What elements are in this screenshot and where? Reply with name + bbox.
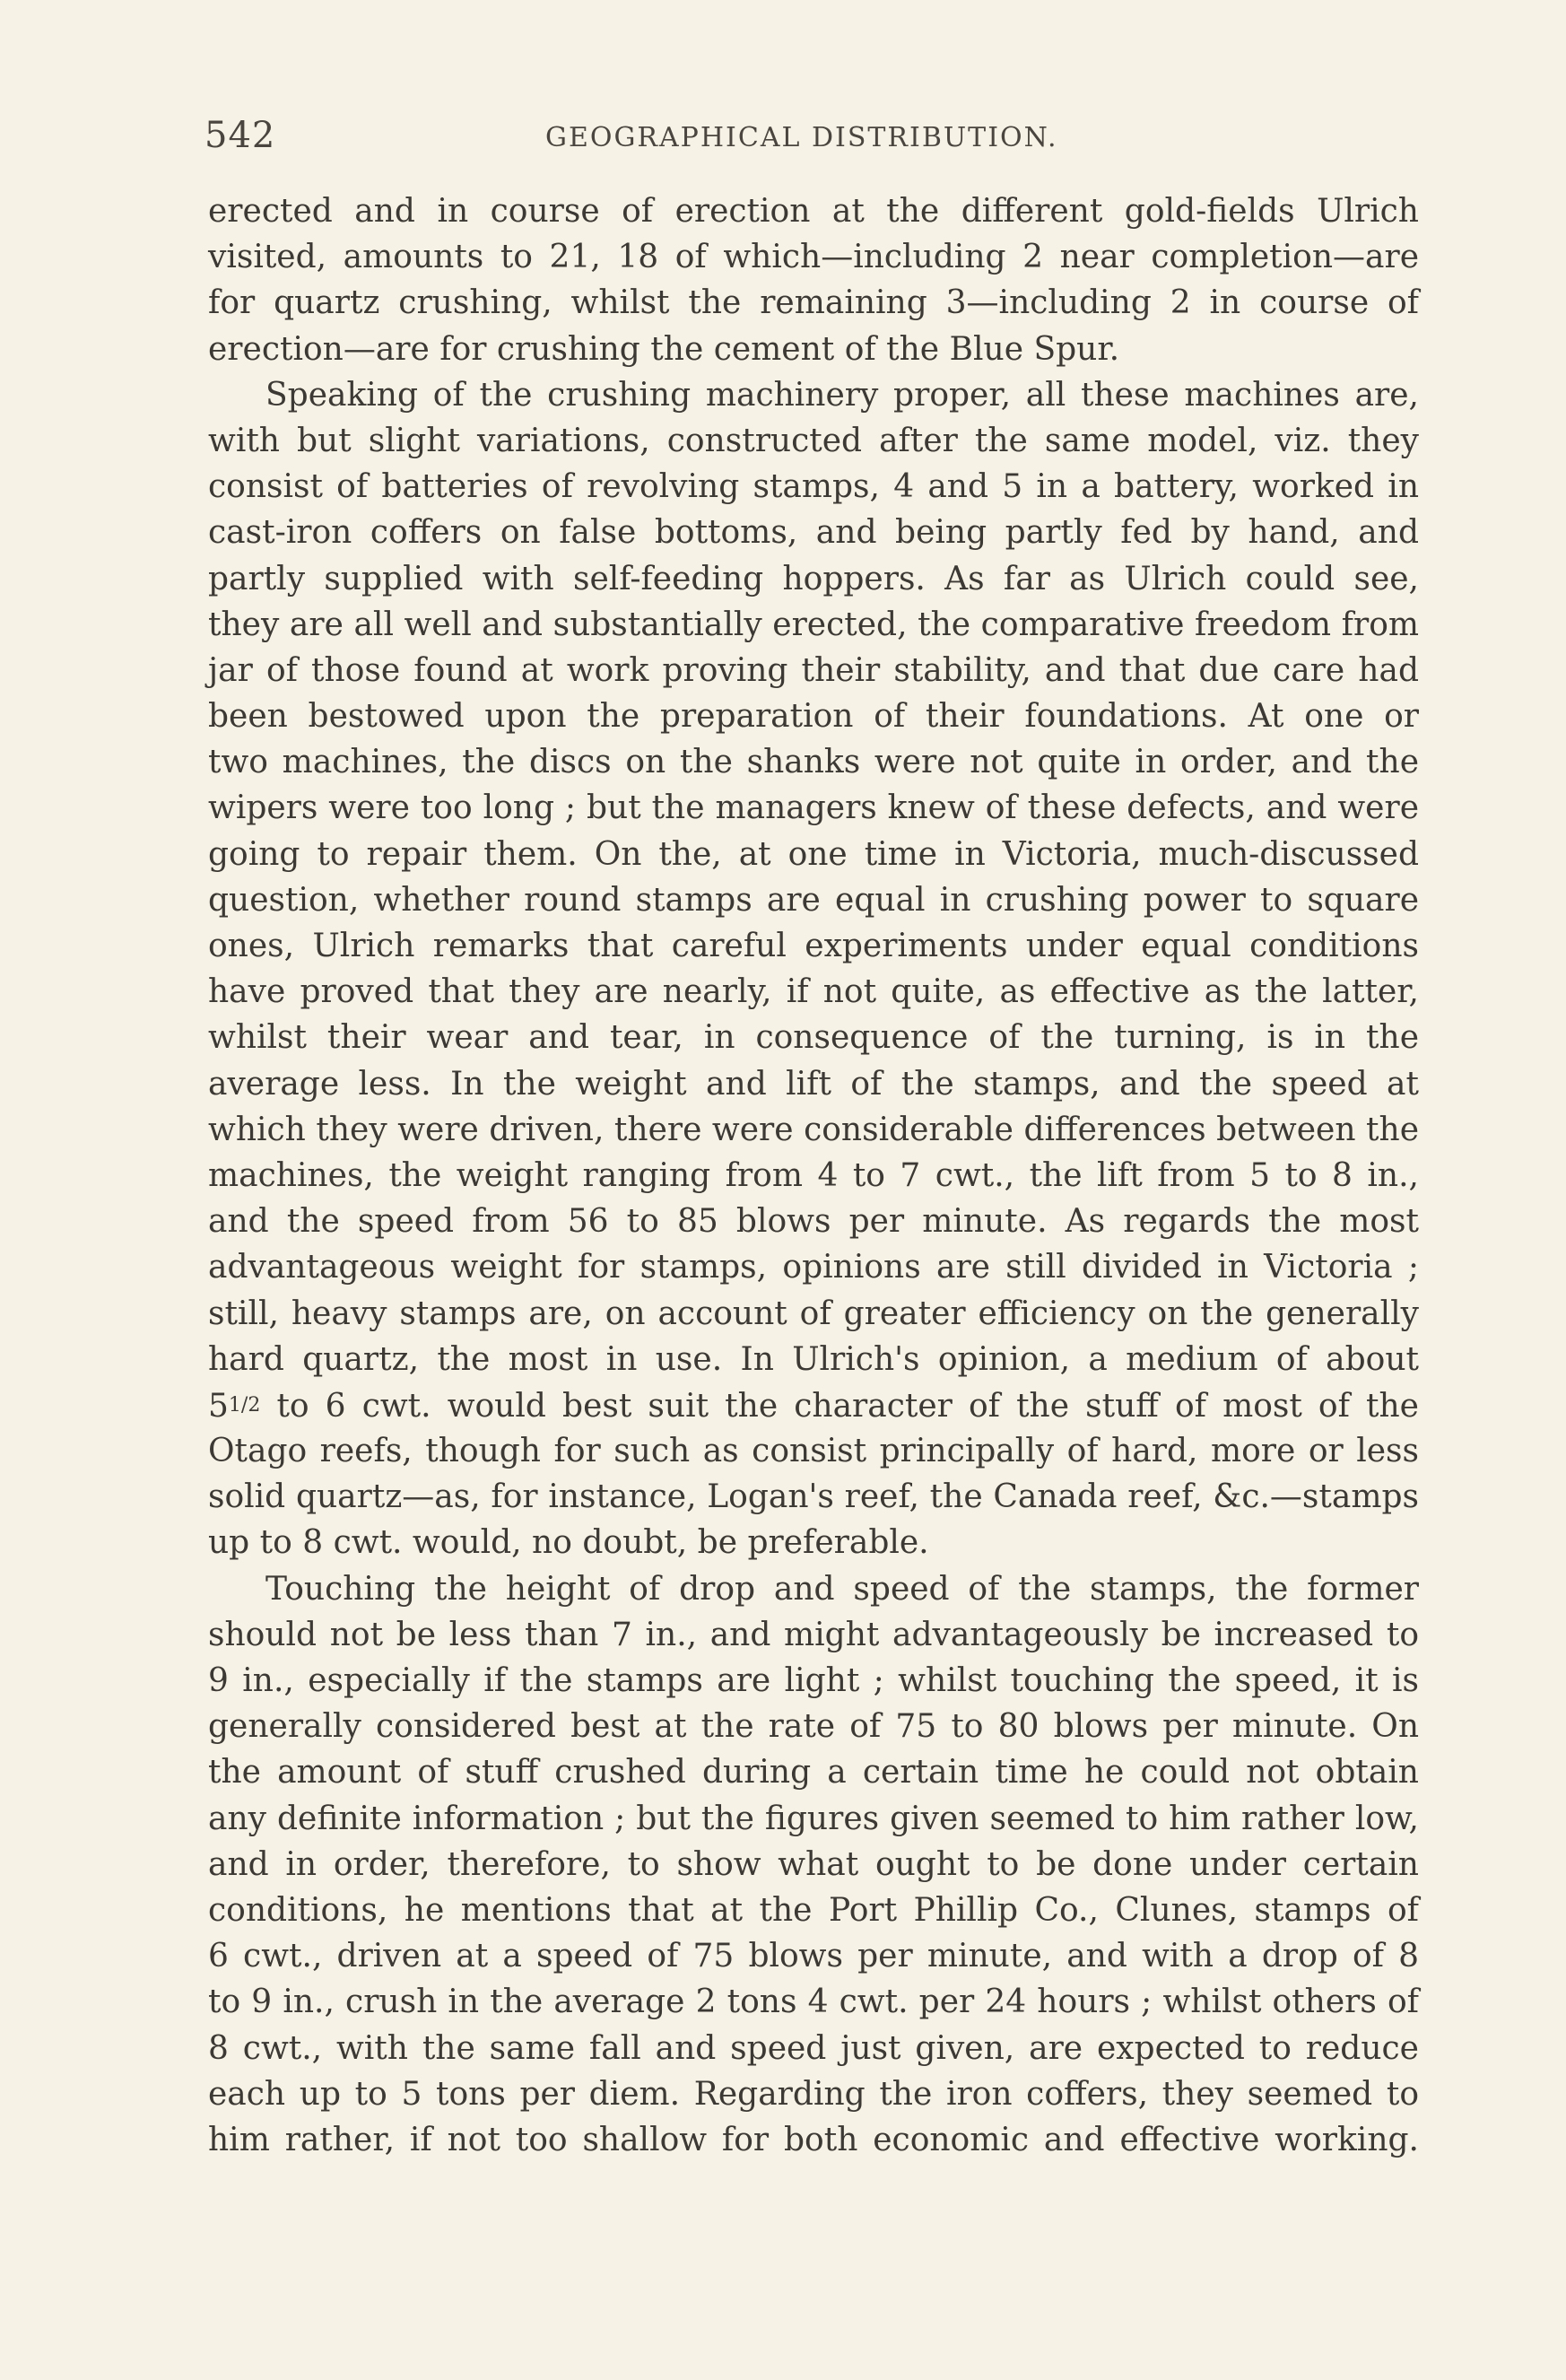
text-line: and in order, therefore, to show what ought to be done under certain (208, 1845, 1419, 1883)
text-line: ones, Ulrich remarks that careful experiments under equal conditions (208, 928, 1419, 964)
text-line: conditions, he mentions that at the Port Phillip Co., Clunes, stamps of (208, 1891, 1419, 1929)
text-line: 9 in., especially if the stamps are light ; whilst touching the speed, it is (208, 1662, 1419, 1699)
text-line: visited, amounts to 21, 18 of which—including 2 near completion—are (208, 239, 1419, 276)
text-line: him rather, if not too shallow for both economic and effective working. (208, 2121, 1419, 2158)
text-line: have proved that they are nearly, if not quite, as effective as the latter, (208, 973, 1419, 1011)
text-line: for quartz crushing, whilst the remaining 3—including 2 in course of (208, 284, 1419, 322)
text-line: been bestowed upon the preparation of their foundations. At one or (208, 698, 1419, 736)
text-line: any definite information ; but the figures given seemed to him rather low, (208, 1800, 1419, 1837)
text-line: 8 cwt., with the same fall and speed just given, are expected to reduce (208, 2029, 1419, 2067)
running-head: GEOGRAPHICAL DISTRIBUTION. (545, 122, 1058, 153)
fraction-line-text: to 6 cwt. would best suit the character of the stuff of most of the (276, 1387, 1419, 1425)
text-line: Touching the height of drop and speed of the stamps, the former (265, 1570, 1419, 1608)
text-line: 6 cwt., driven at a speed of 75 blows per minute, and with a drop of 8 (208, 1938, 1419, 1975)
text-line: cast-iron coffers on false bottoms, and being partly fed by hand, and (208, 514, 1419, 552)
text-line: the amount of stuff crushed during a certain time he could not obtain (208, 1754, 1419, 1792)
text-line: whilst their wear and tear, in consequence of the turning, is in the (208, 1019, 1419, 1057)
text-line: hard quartz, the most in use. In Ulrich's opinion, a medium of about (208, 1340, 1419, 1378)
text-line: should not be less than 7 in., and might advantageously be increased to (208, 1616, 1419, 1653)
body-text (208, 188, 1419, 2163)
text-line: machines, the weight ranging from 4 to 7 cwt., the lift from 5 to 8 in., (208, 1156, 1419, 1194)
page-number: 542 (204, 115, 276, 156)
text-line: they are all well and substantially erected, the comparative freedom from (208, 606, 1419, 643)
text-line: which they were driven, there were considerable differences between the (208, 1111, 1419, 1148)
text-line: jar of those found at work proving their stability, and that due care had (208, 651, 1419, 689)
text-line: consist of batteries of revolving stamps, 4 and 5 in a battery, worked in (208, 468, 1419, 506)
text-line: Otago reefs, though for such as consist principally of hard, more or less (208, 1433, 1419, 1470)
text-line: generally considered best at the rate of 75 to 80 blows per minute. On (208, 1708, 1419, 1746)
text-line: going to repair them. On the, at one time in Victoria, much-discussed (208, 835, 1419, 873)
fraction (208, 1388, 260, 1425)
text-line: still, heavy stamps are, on account of greater efficiency on the generally (208, 1295, 1419, 1332)
text-line: two machines, the discs on the shanks were not quite in order, and the (208, 744, 1419, 781)
text-line: up to 8 cwt. would, no doubt, be preferable. (208, 1524, 929, 1562)
text-line: average less. In the weight and lift of the stamps, and the speed at (208, 1065, 1419, 1103)
fraction-part: 1/2 (228, 1393, 261, 1417)
fraction-whole: 5 (208, 1387, 229, 1425)
text-line: wipers were too long ; but the managers knew of these defects, and were (208, 789, 1419, 827)
text-line: partly supplied with self-feeding hoppers. As far as Ulrich could see, (208, 560, 1419, 597)
text-line: erection—are for crushing the cement of the Blue Spur. (208, 330, 1120, 368)
text-line: Speaking of the crushing machinery proper, all these machines are, (265, 376, 1419, 414)
text-line: to 9 in., crush in the average 2 tons 4 cwt. per 24 hours ; whilst others of (208, 1983, 1419, 2021)
text-line-with-fraction (208, 1382, 1419, 1428)
text-line: solid quartz—as, for instance, Logan's reef, the Canada reef, &c.—stamps (208, 1478, 1419, 1516)
text-line: and the speed from 56 to 85 blows per minute. As regards the most (208, 1203, 1419, 1241)
page-header (204, 115, 1422, 169)
text-line: advantageous weight for stamps, opinions are still divided in Victoria ; (208, 1249, 1419, 1286)
text-line: with but slight variations, constructed after the same model, viz. they (208, 422, 1419, 459)
text-line: each up to 5 tons per diem. Regarding the iron coffers, they seemed to (208, 2075, 1419, 2113)
text-line: question, whether round stamps are equal in crushing power to square (208, 881, 1419, 919)
text-line: erected and in course of erection at the different gold-fields Ulrich (208, 193, 1419, 230)
